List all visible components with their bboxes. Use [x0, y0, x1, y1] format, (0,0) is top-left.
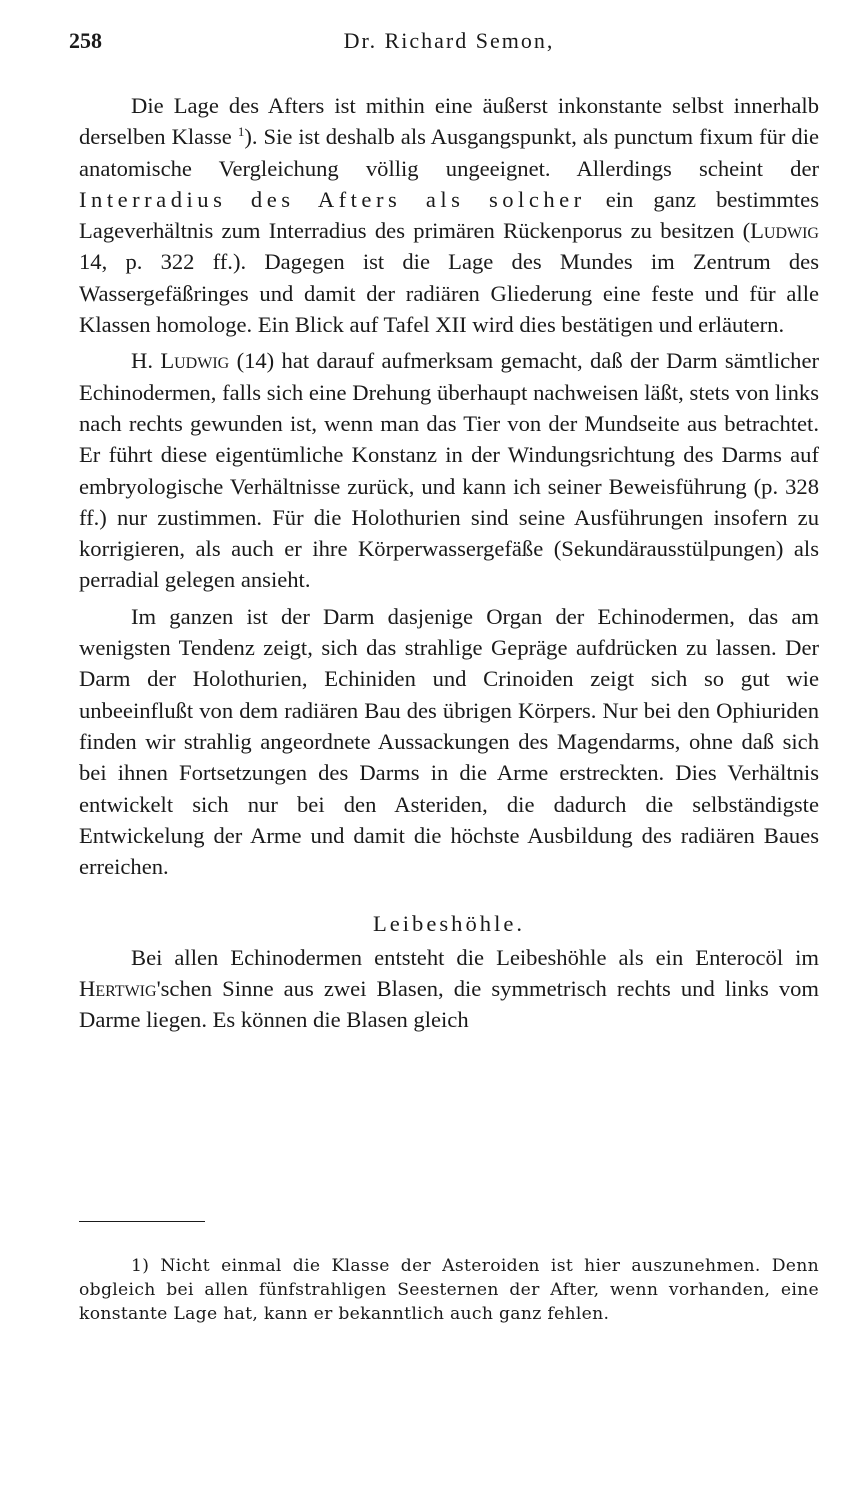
paragraph-4-part-a: Bei allen Echinodermen entsteht die Leibeshöhle als ein Enterocöl im: [131, 944, 819, 970]
footnote-divider: [79, 1221, 205, 1222]
paragraph-4-part-b: 'schen Sinne aus zwei Blasen, die symmetrisch rechts und links vom Darme liegen. Es können die Blasen gleich: [79, 976, 819, 1033]
paragraph-1: [79, 90, 819, 340]
paragraph-1-part-b: ). Sie ist deshalb als Ausgangspunkt, als punctum fixum für die anatomische Vergleichung völlig ungeeignet. Allerdings scheint der: [79, 124, 820, 181]
footnote-1: 1) Nicht einmal die Klasse der Asteroiden ist hier auszunehmen. Denn obgleich bei allen fünfstrahligen Seesternen der After, wenn vorhanden, eine konstante Lage hat, kann er bekanntlich auch ganz fehlen.: [79, 1256, 819, 1324]
paragraph-2: [79, 345, 819, 595]
paragraph-2-text: (14) hat darauf aufmerksam gemacht, daß der Darm sämtlicher Echinodermen, falls sich eine Drehung überhaupt nachweisen läßt, stets von links nach rechts gewunden ist, wenn man das Tier von der Mundseite aus betrachtet. Er führt diese eigentümliche Konstanz in der Windungsrichtung des Darms auf embryologische Verhältnisse zurück, und kann ich seiner Beweisführung (p. 328 ff.) nur zustimmen. Für die Holothurien sind seine Ausführungen insofern zu korrigieren, als auch er ihre Körperwassergefäße (Sekundärausstülpungen) als perradial gelegen ansieht.: [79, 348, 820, 593]
running-title: Dr. Richard Semon,: [343, 28, 555, 53]
paragraph-1-part-d: 14, p. 322 ff.). Dagegen ist die Lage des Mundes im Zentrum des Wassergefäßringes und damit der radiären Gliederung eine feste und für alle Klassen homologe. Ein Blick auf Tafel XII wird dies bestätigen und erläutern.: [79, 249, 819, 338]
running-header: [69, 28, 819, 68]
page-number: 258: [69, 28, 102, 53]
paragraph-1-part-a: Die Lage des Afters ist mithin eine äußerst inkonstante selbst innerhalb derselben Klasse: [79, 93, 819, 150]
paragraph-1-part-c: ein ganz bestimmtes Lageverhältnis zum Interradius des primären Rückenporus zu besitzen (: [79, 186, 819, 244]
body-text: [79, 90, 819, 1036]
footnotes: [79, 1254, 819, 1326]
paragraph-3-text: Im ganzen ist der Darm dasjenige Organ der Echinodermen, das am wenigsten Tendenz zeigt, sich das strahlige Gepräge aufdrücken zu lassen. Der Darm der Holothurien, Echiniden und Crinoiden zeigt sich so gut wie unbeeinflußt von dem radiären Bau des übrigen Körpers. Nur bei den Ophiuriden finden wir strahlig angeordnete Aussackungen des Magendarms, ohne daß sich bei ihnen Fortsetzungen des Darms in die Arme erstreckten. Dies Verhältnis entwickelt sich nur bei den Asteriden, die dadurch die selbständigste Entwickelung der Arme und damit die höchste Ausbildung des radiären Baues erreichen.: [79, 603, 819, 880]
author-name-ludwig: Ludwig: [160, 348, 230, 374]
paragraph-3: [79, 601, 819, 883]
author-name-hertwig: Hertwig: [79, 976, 157, 1002]
spaced-emphasis: Interradius des Afters als solcher: [79, 186, 586, 212]
author-name-ludwig: Ludwig: [750, 218, 819, 244]
paragraph-2-initial: H.: [131, 348, 153, 374]
footnote-reference: 1: [237, 124, 245, 140]
paragraph-4: [79, 942, 819, 1036]
section-heading: Leibeshöhle.: [372, 911, 526, 937]
page: [69, 28, 820, 1041]
